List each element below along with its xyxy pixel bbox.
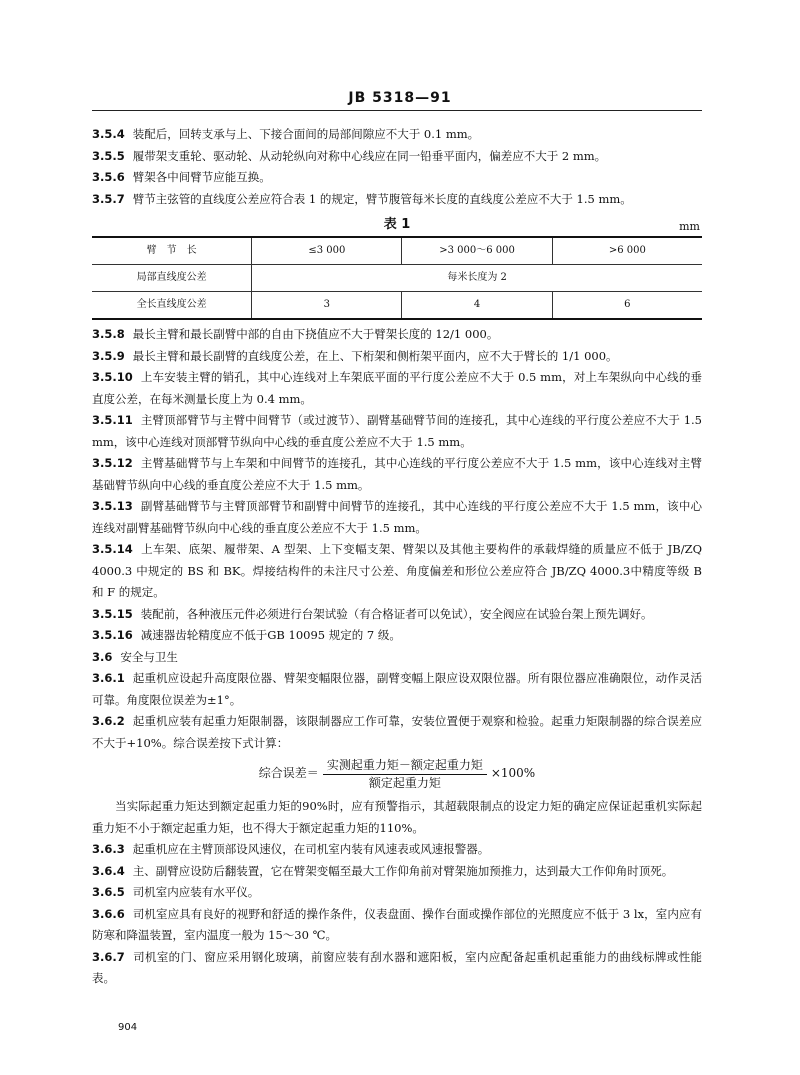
clause-text: 主臂基础臂节与上车架和中间臂节的连接孔，其中心连线的平行度公差应不大于 1.5 mm，该中心连线对主臂基础臂节纵向中心线的垂直度公差应不大于 1.5 mm。: [92, 456, 702, 492]
clause-number: 3.5.5: [92, 148, 125, 163]
clause-text: 司机室内应装有水平仪。: [132, 885, 260, 899]
clause-number: 3.6: [92, 649, 113, 664]
clause-text: 司机室的门、窗应采用钢化玻璃，前窗应装有刮水器和遮阳板，室内应配备起重机起重能力的曲线标牌或性能表。: [92, 949, 702, 985]
table-row-label: 局部直线度公差: [92, 265, 252, 292]
table-cell: 6: [552, 292, 702, 320]
clause-number: 3.5.7: [92, 191, 125, 206]
header-rule: [92, 110, 702, 111]
clause-paragraph: [92, 711, 702, 754]
formula-fraction: [323, 757, 487, 792]
clause-number: 3.6.7: [92, 949, 125, 964]
table-unit: mm: [679, 220, 700, 233]
clause-number: 3.5.8: [92, 327, 125, 341]
table-title: 表 1: [383, 217, 411, 232]
document-body: [92, 124, 702, 990]
clause-number: 3.6.5: [92, 885, 125, 899]
straightness-tolerance-table: [92, 236, 702, 320]
clause-text: 最长主臂和最长副臂中部的自由下挠值应不大于臂架长度的 12/1 000。: [132, 327, 499, 341]
clause-text: 装配后，回转支承与上、下接合面间的局部间隙应不大于 0.1 mm。: [132, 127, 480, 141]
clause-number: 3.6.2: [92, 714, 125, 728]
clause-paragraph: [92, 189, 702, 211]
clause-paragraph: [92, 367, 702, 410]
clause-paragraph: [92, 861, 702, 883]
clause-paragraph: [92, 124, 702, 146]
clause-text: 主臂顶部臂节与主臂中间臂节（或过渡节）、副臂基础臂节间的连接孔，其中心连线的平行度公差应不大于 1.5 mm，该中心连线对顶部臂节纵向中心线的垂直度公差应不大于 1.5 mm。: [92, 413, 702, 449]
clause-paragraph: [92, 882, 702, 904]
section-after-table: [92, 324, 702, 754]
table-cell: 每米长度为 2: [252, 265, 702, 292]
clause-paragraph: [92, 604, 702, 626]
table-header-cell: ≤3 000: [252, 237, 402, 265]
clause-text: 主、副臂应设防后翻装置，它在臂架变幅至最大工作仰角前对臂架施加预推力，达到最大工作仰角时顶死。: [132, 863, 674, 878]
clause-paragraph: [92, 539, 702, 604]
clause-text: 起重机应设起升高度限位器、臂架变幅限位器，副臂变幅上限应设双限位器。所有限位器应准确限位，动作灵活可靠。角度限位误差为±1°。: [92, 671, 702, 707]
clause-number: 3.5.12: [92, 456, 133, 470]
table-row-label: 全长直线度公差: [92, 292, 252, 320]
formula-numerator: 实测起重力矩－额定起重力矩: [323, 757, 487, 775]
clause-paragraph: [92, 668, 702, 711]
clause-number: 3.5.6: [92, 170, 125, 184]
clause-number: 3.5.16: [92, 628, 133, 642]
clause-number: 3.5.14: [92, 542, 133, 556]
clause-text: 减速器齿轮精度应不低于GB 10095 规定的 7 级。: [140, 628, 401, 642]
clause-text: 副臂基础臂节与主臂顶部臂节和副臂中间臂节的连接孔，其中心连线的平行度公差应不大于 1.5 mm，该中心连线对副臂基础臂节纵向中心线的垂直度公差应不大于 1.5 mm。: [92, 499, 702, 535]
clause-text: 臂架各中间臂节应能互换。: [132, 170, 271, 184]
clause-paragraph: [92, 346, 702, 368]
clause-paragraph: [92, 453, 702, 496]
table-caption-row: [92, 212, 702, 236]
clause-text: 装配前，各种液压元件必须进行台架试验（有合格证者可以免试），安全阀应在试验台架上预先调好。: [140, 606, 653, 621]
clause-number: 3.6.6: [92, 906, 125, 921]
section-before-table: [92, 124, 702, 210]
clause-paragraph: [92, 839, 702, 861]
clause-text: 上车架、底架、履带架、A 型架、上下变幅支架、臂架以及其他主要构件的承载焊缝的质量应不低于 JB/ZQ 4000.3 中规定的 BS 和 BK。焊接结构件的未注尺寸公差、角度偏差和形位公差应符合 JB/ZQ 4000.3中精度等级 B 和 F 的规定。: [92, 542, 702, 599]
page-number: 904: [118, 1022, 138, 1033]
clause-text: 履带架支重轮、驱动轮、从动轮纵向对称中心线应在同一铅垂平面内，偏差应不大于 2 mm。: [132, 148, 607, 163]
clause-text: 臂节主弦管的直线度公差应符合表 1 的规定，臂节腹管每米长度的直线度公差应不大于 1.5 mm。: [132, 191, 632, 206]
clause-number: 3.6.3: [92, 842, 125, 856]
clause-number: 3.5.15: [92, 606, 133, 621]
clause-number: 3.5.10: [92, 370, 133, 384]
clause-number: 3.6.4: [92, 863, 125, 878]
table-header-row: [92, 237, 702, 265]
clause-number: 3.5.11: [92, 413, 133, 427]
formula-denominator: 额定起重力矩: [368, 775, 441, 790]
standard-header: JB 5318—91: [348, 90, 452, 106]
clause-text: 司机室应具有良好的视野和舒适的操作条件，仪表盘面、操作台面或操作部位的光照度应不低于 3 lx，室内应有防寒和降温装置，室内温度一般为 15～30 ℃。: [92, 906, 702, 942]
table-header-cell: >3 000～6 000: [402, 237, 552, 265]
section-safety: [92, 839, 702, 990]
clause-number: 3.5.9: [92, 348, 125, 363]
formula-lhs: 综合误差＝: [258, 766, 319, 781]
clause-text: 起重机应在主臂顶部设风速仪，在司机室内装有风速表或风速报警器。: [132, 842, 490, 856]
table-cell: 3: [252, 292, 402, 320]
clause-paragraph: [92, 410, 702, 453]
clause-paragraph: [92, 496, 702, 539]
clause-paragraph: [92, 625, 702, 647]
table-header-cell: >6 000: [552, 237, 702, 265]
clause-paragraph: [92, 904, 702, 947]
clause-text: 安全与卫生: [120, 649, 178, 664]
table-row: [92, 292, 702, 320]
formula-suffix: ×100%: [490, 766, 536, 781]
formula-explanation: 当实际起重力矩达到额定起重力矩的90%时，应有预警指示，其超载限制点的设定力矩的确定应保证起重机实际起重力矩不小于额定起重力矩，也不得大于额定起重力矩的110%。: [92, 799, 702, 835]
clause-paragraph: [92, 167, 702, 189]
clause-text: 上车安装主臂的销孔，其中心连线对上车架底平面的平行度公差应不大于 0.5 mm，对上车架纵向中心线的垂直度公差，在每米测量长度上为 0.4 mm。: [92, 370, 702, 406]
clause-paragraph: [92, 146, 702, 168]
clause-text: 起重机应装有起重力矩限制器，该限制器应工作可靠，安装位置便于观察和检验。起重力矩限制器的综合误差应不大于+10%。综合误差按下式计算：: [92, 714, 702, 750]
composite-error-formula: [92, 754, 702, 794]
clause-paragraph: [92, 324, 702, 346]
table-header-cell: 臂 节 长: [92, 237, 252, 265]
clause-number: 3.6.1: [92, 671, 125, 685]
clause-number: 3.5.4: [92, 127, 125, 141]
table-row: [92, 265, 702, 292]
clause-text: 最长主臂和最长副臂的直线度公差，在上、下桁架和侧桁架平面内，应不大于臂长的 1/1 000。: [132, 348, 618, 363]
clause-paragraph: [92, 647, 702, 669]
clause-number: 3.5.13: [92, 499, 133, 513]
table-cell: 4: [402, 292, 552, 320]
clause-paragraph: [92, 947, 702, 990]
